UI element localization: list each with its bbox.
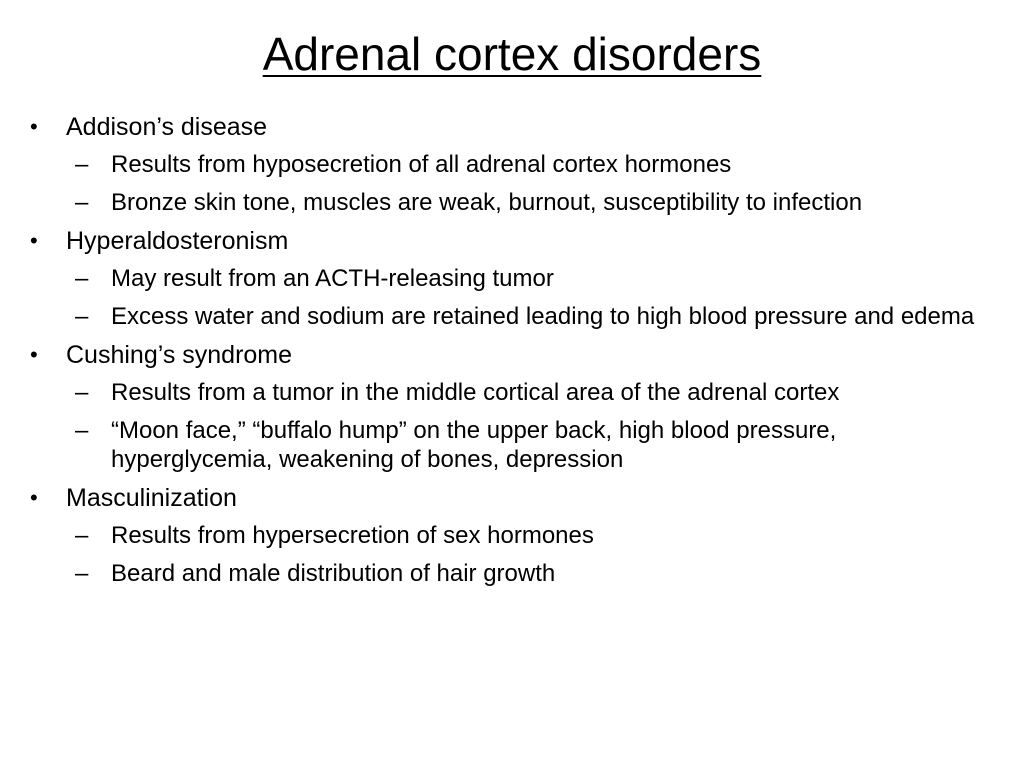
sub-list [30, 378, 1000, 474]
bullet-item [30, 226, 1000, 331]
sub-item-text: Results from hypersecretion of sex hormones [111, 522, 594, 549]
sub-item-text: Bronze skin tone, muscles are weak, burnout, susceptibility to infection [111, 189, 863, 216]
bullet-dot-icon: • [30, 485, 38, 510]
sub-item-text: “Moon face,” “buffalo hump” on the upper back, high blood pressure, hyperglycemia, weakening of bones, depression [111, 417, 837, 473]
sub-item [30, 378, 1000, 407]
sub-item-text: May result from an ACTH-releasing tumor [111, 265, 554, 292]
dash-icon: – [75, 379, 89, 406]
sub-item-text: Beard and male distribution of hair growth [111, 560, 556, 587]
dash-icon: – [75, 417, 89, 444]
sub-item [30, 264, 1000, 293]
sub-item [30, 521, 1000, 550]
bullet-dot-icon: • [30, 114, 38, 139]
bullet-item [30, 112, 1000, 217]
sub-item [30, 188, 1000, 217]
dash-icon: – [75, 265, 89, 292]
sub-list [30, 521, 1000, 588]
sub-item [30, 150, 1000, 179]
bullet-dot-icon: • [30, 228, 38, 253]
sub-item [30, 302, 1000, 331]
bullet-item [30, 483, 1000, 588]
sub-item-text: Results from a tumor in the middle cortical area of the adrenal cortex [111, 379, 840, 406]
sub-item-text: Excess water and sodium are retained leading to high blood pressure and edema [111, 303, 975, 330]
sub-item [30, 416, 1000, 474]
sub-list [30, 264, 1000, 331]
bullet-label: Hyperaldosteronism [66, 227, 289, 255]
dash-icon: – [75, 303, 89, 330]
bullet-item [30, 340, 1000, 474]
dash-icon: – [75, 522, 89, 549]
dash-icon: – [75, 189, 89, 216]
dash-icon: – [75, 151, 89, 178]
sub-item [30, 559, 1000, 588]
bullet-label: Addison’s disease [66, 113, 268, 141]
dash-icon: – [75, 560, 89, 587]
bullet-dot-icon: • [30, 342, 38, 367]
bullet-label: Masculinization [66, 484, 237, 512]
bullet-list [30, 112, 1000, 597]
slide-title: Adrenal cortex disorders [262, 28, 762, 80]
bullet-label: Cushing’s syndrome [66, 341, 293, 369]
sub-list [30, 150, 1000, 217]
sub-item-text: Results from hyposecretion of all adrenal cortex hormones [111, 151, 732, 178]
